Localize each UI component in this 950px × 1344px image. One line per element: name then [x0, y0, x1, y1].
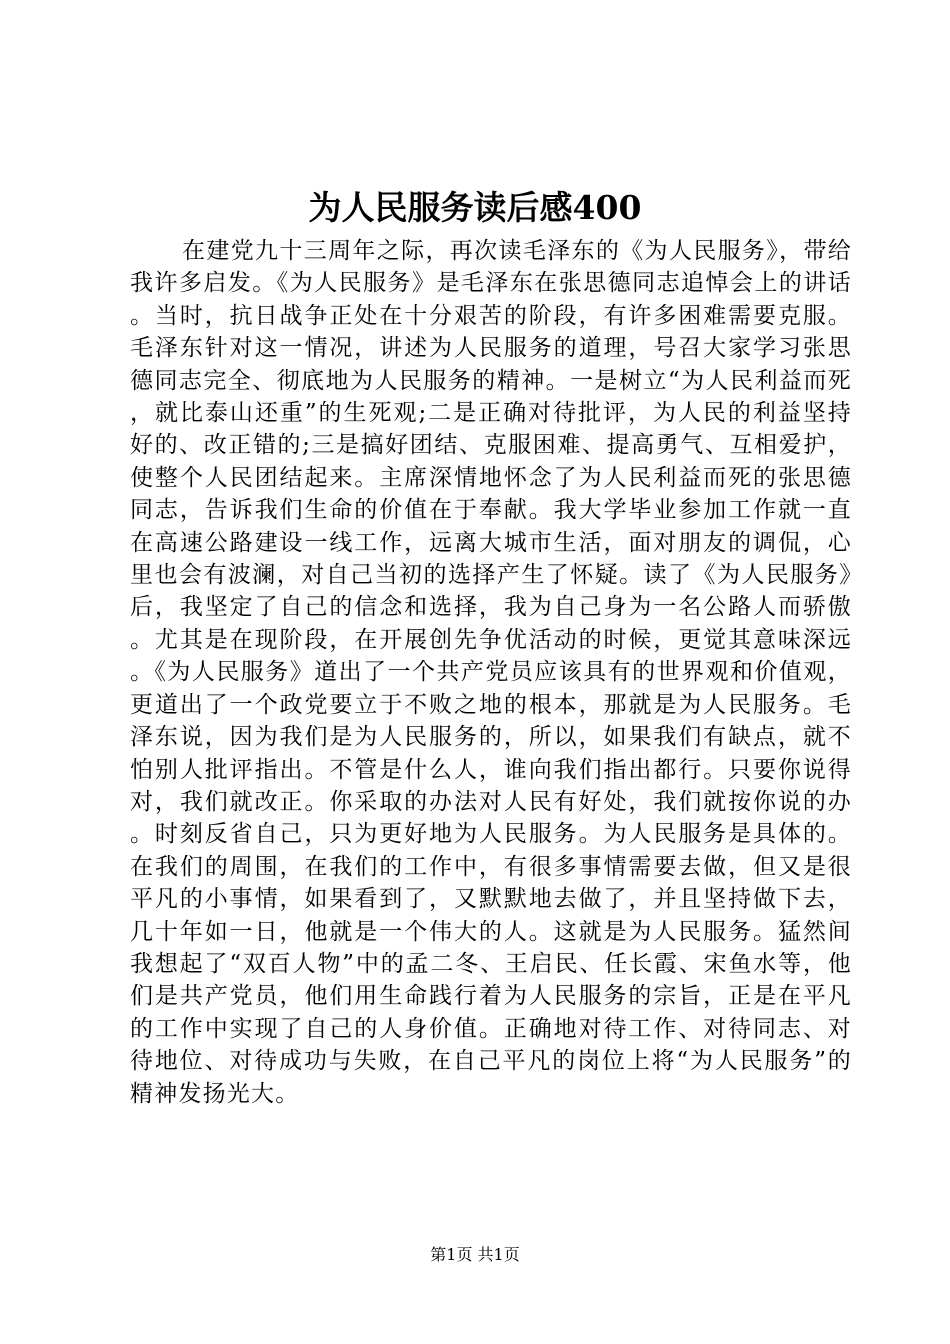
document-title: 为人民服务读后感400	[308, 188, 642, 227]
page-number: 第1页	[430, 1245, 473, 1264]
page-total: 共1页	[477, 1245, 520, 1264]
page-footer	[0, 1243, 950, 1267]
document-body-paragraph: 在建党九十三周年之际，再次读毛泽东的《为人民服务》，带给我许多启发。《为人民服务》是毛泽东在张思德同志追悼会上的讲话。当时，抗日战争正处在十分艰苦的阶段，有许多困难需要克服。毛泽东针对这一情况，讲述为人民服务的道理，号召大家学习张思德同志完全、彻底地为人民服务的精神。一是树立“为人民利益而死，就比泰山还重”的生死观;二是正确对待批评，为人民的利益坚持好的、改正错的;三是搞好团结、克服困难、提高勇气、互相爱护，使整个人民团结起来。主席深情地怀念了为人民利益而死的张思德同志，告诉我们生命的价值在于奉献。我大学毕业参加工作就一直在高速公路建设一线工作，远离大城市生活，面对朋友的调侃，心里也会有波澜，对自己当初的选择产生了怀疑。读了《为人民服务》后，我坚定了自己的信念和选择，我为自己身为一名公路人而骄傲。尤其是在现阶段，在开展创先争优活动的时候，更觉其意味深远。《为人民服务》道出了一个共产党员应该具有的世界观和价值观，更道出了一个政党要立于不败之地的根本，那就是为人民服务。毛泽东说，因为我们是为人民服务的，所以，如果我们有缺点，就不怕别人批评指出。不管是什么人，谁向我们指出都行。只要你说得对，我们就改正。你采取的办法对人民有好处，我们就按你说的办。时刻反省自己，只为更好地为人民服务。为人民服务是具体的。在我们的周围，在我们的工作中，有很多事情需要去做，但又是很平凡的小事情，如果看到了，又默默地去做了，并且坚持做下去，几十年如一日，他就是一个伟大的人。这就是为人民服务。猛然间我想起了“双百人物”中的孟二冬、王启民、任长霞、宋鱼水等，他们是共产党员，他们用生命践行着为人民服务的宗旨，正是在平凡的工作中实现了自己的人身价值。正确地对待工作、对待同志、对待地位、对待成功与失败，在自己平凡的岗位上将“为人民服务”的精神发扬光大。	[130, 238, 852, 1107]
